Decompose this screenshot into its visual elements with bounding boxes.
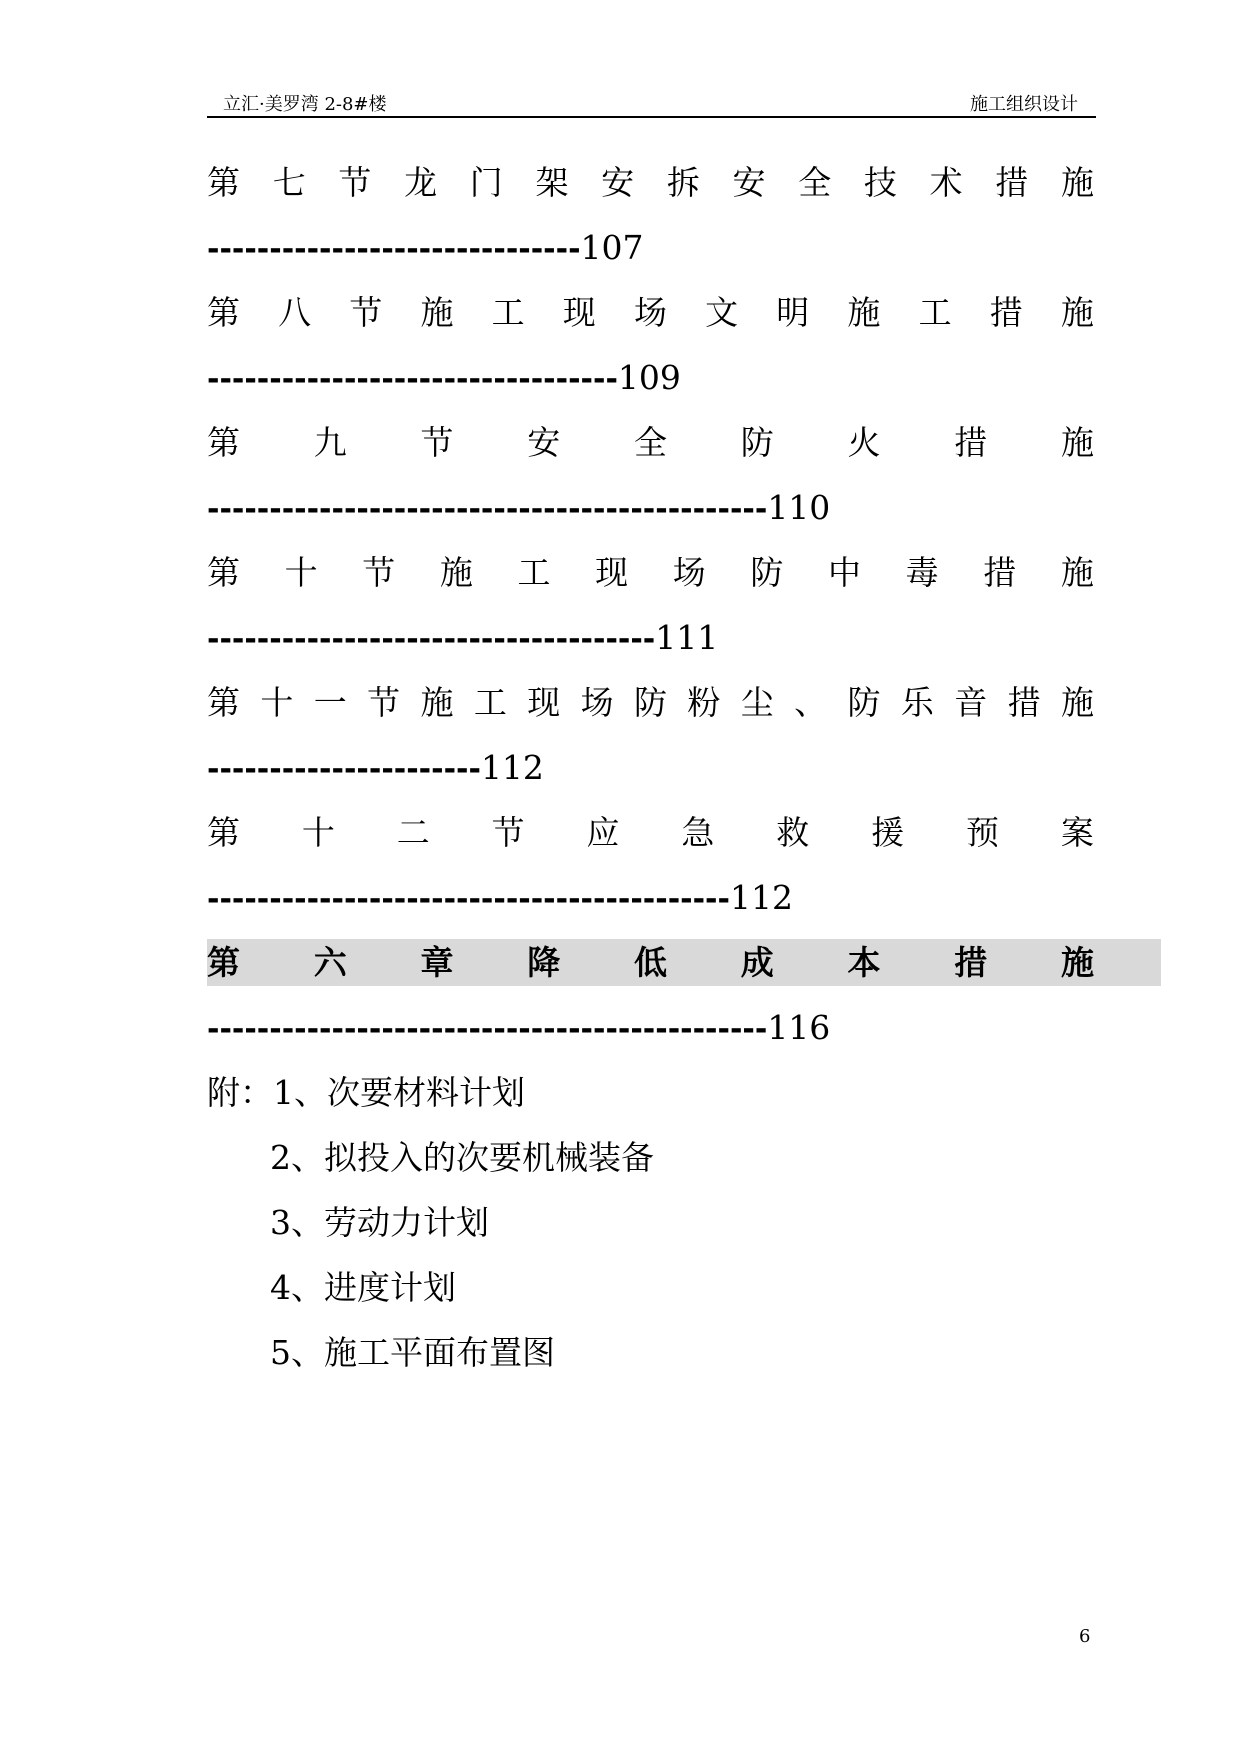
- title-char: 节: [349, 293, 383, 332]
- toc-entry-title: [207, 410, 1094, 475]
- toc-entry-page: 109: [617, 358, 681, 397]
- title-char: 节: [338, 163, 372, 202]
- title-char: 十: [301, 813, 335, 852]
- title-char: 急: [681, 813, 715, 852]
- title-char: 案: [1060, 813, 1094, 852]
- title-char: 施: [420, 293, 454, 332]
- title-char: 成: [740, 943, 774, 982]
- toc-entry-page: 112: [729, 878, 793, 917]
- table-of-contents: [207, 150, 1094, 1060]
- toc-entry[interactable]: [207, 280, 1094, 410]
- toc-chapter-leader: [207, 995, 1094, 1060]
- title-char: 降: [527, 943, 561, 982]
- title-char: 施: [1060, 293, 1094, 332]
- title-char: 七: [272, 163, 306, 202]
- title-char: 拆: [666, 163, 700, 202]
- title-char: 术: [929, 163, 963, 202]
- toc-entry-leader: [207, 735, 1094, 800]
- title-char: 第: [207, 293, 240, 332]
- leader-dashes: ----------------------: [207, 752, 481, 787]
- toc-entry-title: [207, 150, 1094, 215]
- title-char: 工: [473, 683, 507, 722]
- title-char: 施: [1060, 163, 1094, 202]
- title-char: 现: [595, 553, 629, 592]
- toc-entry-title-chars: [207, 670, 1094, 735]
- title-char: 施: [847, 293, 881, 332]
- title-char: 第: [207, 423, 240, 462]
- title-char: 措: [983, 553, 1017, 592]
- toc-chapter-page: 116: [767, 1008, 831, 1047]
- title-char: 防: [740, 423, 774, 462]
- title-char: 第: [207, 813, 240, 852]
- title-char: 施: [439, 553, 473, 592]
- title-char: 章: [420, 943, 454, 982]
- title-char: 工: [517, 553, 551, 592]
- title-char: 节: [491, 813, 525, 852]
- title-char: 预: [966, 813, 999, 852]
- title-char: 文: [705, 293, 739, 332]
- title-char: 措: [954, 943, 988, 982]
- title-char: 一: [313, 683, 347, 722]
- toc-entry-leader: [207, 865, 1094, 930]
- title-char: 本: [847, 943, 881, 982]
- title-char: 现: [527, 683, 561, 722]
- title-char: 工: [918, 293, 952, 332]
- toc-entry-leader: [207, 215, 1094, 280]
- title-char: 场: [672, 553, 706, 592]
- title-char: 十: [284, 553, 318, 592]
- toc-entry-leader: [207, 345, 1094, 410]
- title-char: 防: [847, 683, 881, 722]
- appendix-item: 5、施工平面布置图: [270, 1333, 555, 1372]
- title-char: 第: [207, 683, 240, 722]
- title-char: 龙: [404, 163, 438, 202]
- title-char: 八: [278, 293, 312, 332]
- title-char: 第: [207, 943, 240, 982]
- title-char: 毒: [905, 553, 939, 592]
- title-char: 粉: [687, 683, 721, 722]
- title-char: 施: [1061, 423, 1094, 462]
- title-char: 安: [527, 423, 561, 462]
- title-char: 门: [469, 163, 503, 202]
- title-char: 节: [420, 423, 454, 462]
- toc-chapter-title-chars: [207, 930, 1094, 995]
- title-char: 场: [580, 683, 614, 722]
- title-char: 六: [313, 943, 347, 982]
- title-char: 措: [1007, 683, 1041, 722]
- title-char: 措: [954, 423, 988, 462]
- title-char: 措: [989, 293, 1023, 332]
- title-char: 救: [776, 813, 810, 852]
- title-char: 火: [847, 423, 881, 462]
- page-number: 6: [1079, 1626, 1091, 1647]
- toc-entry-title: [207, 540, 1094, 605]
- toc-chapter-title: [207, 930, 1094, 995]
- title-char: 全: [634, 423, 667, 462]
- title-char: 九: [313, 423, 347, 462]
- leader-dashes: ---------------------------------------------: [207, 1012, 768, 1047]
- toc-entry-title-chars: [207, 410, 1094, 475]
- leader-dashes: ---------------------------------------------: [207, 492, 768, 527]
- title-char: 防: [750, 553, 784, 592]
- header-project-name: 立汇·美罗湾 2-8#楼: [223, 94, 387, 115]
- title-char: 全: [798, 163, 832, 202]
- toc-entry-page: 107: [580, 228, 644, 267]
- toc-entry-title: [207, 670, 1094, 735]
- toc-entry-leader: [207, 605, 1094, 670]
- toc-entry[interactable]: [207, 150, 1094, 280]
- title-char: 措: [995, 163, 1029, 202]
- title-char: 尘: [740, 683, 774, 722]
- leader-dashes: ---------------------------------: [207, 362, 618, 397]
- title-char: 节: [362, 553, 396, 592]
- title-char: 援: [871, 813, 905, 852]
- toc-entry-leader: [207, 475, 1094, 540]
- appendix-title: 附：1、次要材料计划: [207, 1073, 525, 1112]
- toc-entry-title: [207, 800, 1094, 865]
- page-header: [207, 86, 1096, 118]
- title-char: 音: [954, 683, 988, 722]
- title-char: 中: [828, 553, 861, 592]
- toc-entry-title-chars: [207, 280, 1094, 345]
- toc-entry[interactable]: [207, 670, 1094, 800]
- toc-entry-title: [207, 280, 1094, 345]
- title-char: 工: [491, 293, 525, 332]
- title-char: 施: [1060, 553, 1094, 592]
- toc-entry[interactable]: [207, 540, 1094, 670]
- title-char: 施: [1061, 943, 1094, 982]
- title-char: 乐: [900, 683, 934, 722]
- title-char: 第: [207, 163, 240, 202]
- title-char: 施: [420, 683, 454, 722]
- title-char: 技: [863, 163, 897, 202]
- title-char: 施: [1061, 683, 1094, 722]
- toc-entry-title-chars: [207, 540, 1094, 605]
- title-char: 明: [776, 293, 810, 332]
- leader-dashes: ------------------------------------------: [207, 882, 730, 917]
- toc-entry[interactable]: [207, 800, 1094, 930]
- toc-entry-title-chars: [207, 800, 1094, 865]
- title-char: 第: [207, 553, 240, 592]
- appendix-item: 2、拟投入的次要机械装备: [270, 1138, 654, 1177]
- title-char: 十: [260, 683, 294, 722]
- appendix-item: 3、劳动力计划: [270, 1203, 489, 1242]
- title-char: 安: [732, 163, 766, 202]
- toc-chapter-entry[interactable]: [207, 930, 1094, 1060]
- header-document-type: 施工组织设计: [970, 94, 1078, 115]
- leader-dashes: ------------------------------------: [207, 622, 656, 657]
- title-char: 防: [634, 683, 667, 722]
- appendix-list: [207, 1060, 654, 1385]
- title-char: 节: [367, 683, 401, 722]
- title-char: 低: [634, 943, 667, 982]
- toc-entry[interactable]: [207, 410, 1094, 540]
- toc-entry-title-chars: [207, 150, 1094, 215]
- title-char: 安: [601, 163, 635, 202]
- title-char: 二: [396, 813, 430, 852]
- toc-entry-page: 110: [767, 488, 831, 527]
- appendix-item: 4、进度计划: [270, 1268, 456, 1307]
- leader-dashes: ------------------------------: [207, 232, 581, 267]
- title-char: 现: [562, 293, 596, 332]
- toc-entry-page: 111: [655, 618, 719, 657]
- title-char: 架: [535, 163, 569, 202]
- title-char: 、: [794, 683, 828, 722]
- toc-entry-page: 112: [480, 748, 544, 787]
- title-char: 应: [586, 813, 620, 852]
- title-char: 场: [633, 293, 667, 332]
